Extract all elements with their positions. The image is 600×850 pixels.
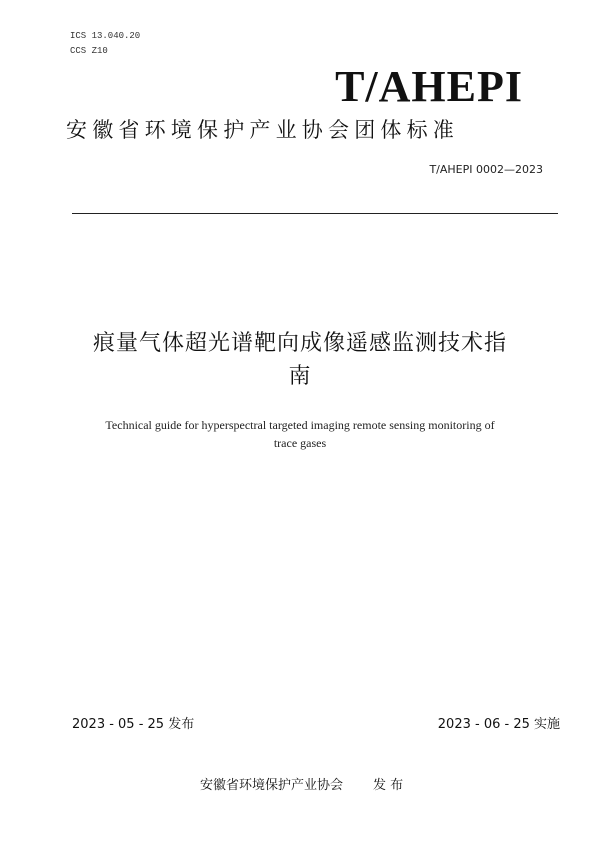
- ccs-code: CCS Z10: [70, 46, 108, 56]
- header-divider: [72, 213, 558, 214]
- publish-action: 发 布: [373, 778, 404, 793]
- document-title-english: [60, 416, 540, 452]
- title-en-line-2: trace gases: [273, 436, 327, 450]
- title-en-line-1: Technical guide for hyperspectral targeted imaging remote sensing monitoring of: [105, 418, 495, 432]
- ics-code: ICS 13.040.20: [70, 31, 141, 41]
- organization-standard-heading: 安徽省环境保护产业协会团体标准: [66, 118, 459, 142]
- standard-number: T/AHEPI 0002—2023: [429, 163, 543, 176]
- title-cn-line-1: 痕量气体超光谱靶向成像遥感监测技术指: [92, 331, 507, 356]
- publisher-line: [200, 777, 403, 795]
- implementation-date: 2023 - 06 - 25 实施: [437, 717, 560, 732]
- document-title-chinese: [60, 327, 540, 393]
- title-cn-line-2: 南: [288, 364, 312, 389]
- publish-date: 2023 - 05 - 25 发布: [72, 717, 195, 732]
- publisher-name: 安徽省环境保护产业协会: [200, 778, 344, 793]
- standard-brand-logo: T/AHEPI: [335, 62, 523, 111]
